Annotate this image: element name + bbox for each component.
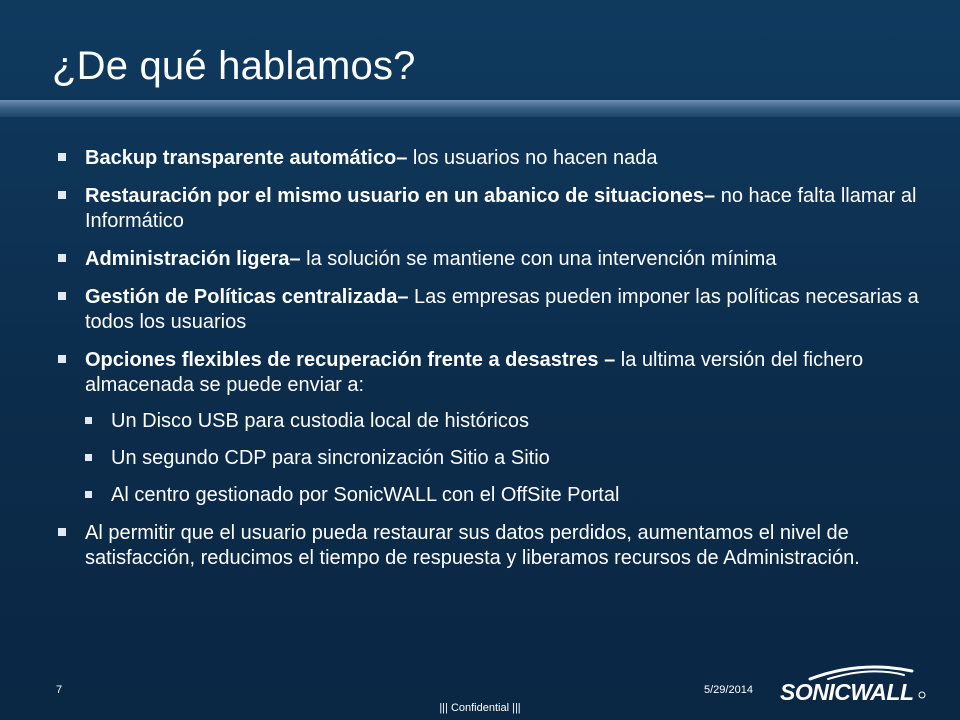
bullet-heading: Opciones flexibles de recuperación frente a desastres – [85,349,616,371]
sub-bullet-text: Un segundo CDP para sincronización Sitio a Sitio [111,447,550,469]
title-band [0,100,960,117]
square-bullet-icon [58,292,66,300]
sub-bullet-item [85,409,938,434]
bullet-item [58,247,938,272]
bullet-heading: Administración ligera– [85,248,301,270]
bullet-item [58,184,938,234]
square-bullet-icon [58,254,66,262]
square-bullet-icon [58,528,66,536]
bullet-heading: Gestión de Políticas centralizada– [85,286,409,308]
bullet-text: los usuarios no hacen nada [407,147,658,169]
slide-title: ¿De qué hablamos? [52,44,416,88]
bullet-heading: Backup transparente automático– [85,147,408,169]
square-bullet-icon [85,491,92,498]
bullet-item [58,521,938,571]
bullet-text: no hace falta llamar al Informático [85,185,917,232]
bullet-text: la ultima versión del fichero almacenada se puede enviar a: [85,349,864,396]
sub-bullet-item [85,483,938,508]
bullet-text: la solución se mantiene con una intervención mínima [300,248,777,270]
slide-date: 5/29/2014 [704,684,753,696]
square-bullet-icon [85,454,92,461]
page-number: 7 [56,684,63,696]
confidential-label: ||| Confidential ||| [439,702,521,714]
square-bullet-icon [85,417,92,424]
square-bullet-icon [58,355,66,363]
bullet-list [58,146,938,584]
sub-bullet-item [85,446,938,471]
sub-bullet-text: Al centro gestionado por SonicWALL con el OffSite Portal [111,484,620,506]
bullet-item [58,285,938,335]
logo-wordmark: SONICWALL [780,679,914,705]
sub-bullet-text: Un Disco USB para custodia local de históricos [111,410,529,432]
bullet-heading: Restauración por el mismo usuario en un abanico de situaciones– [85,185,716,207]
bullet-text: Las empresas pueden imponer las políticas necesarias a todos los usuarios [85,286,919,333]
bullet-text: Al permitir que el usuario pueda restaurar sus datos perdidos, aumentamos el nivel de satisfacción, reducimos el tiempo de respuesta y liberamos recursos de Administración. [85,522,860,569]
sonicwall-logo [780,662,930,708]
square-bullet-icon [58,153,66,161]
bullet-item [58,348,938,508]
sub-bullet-list [85,409,938,508]
bullet-item [58,146,938,171]
square-bullet-icon [58,191,66,199]
